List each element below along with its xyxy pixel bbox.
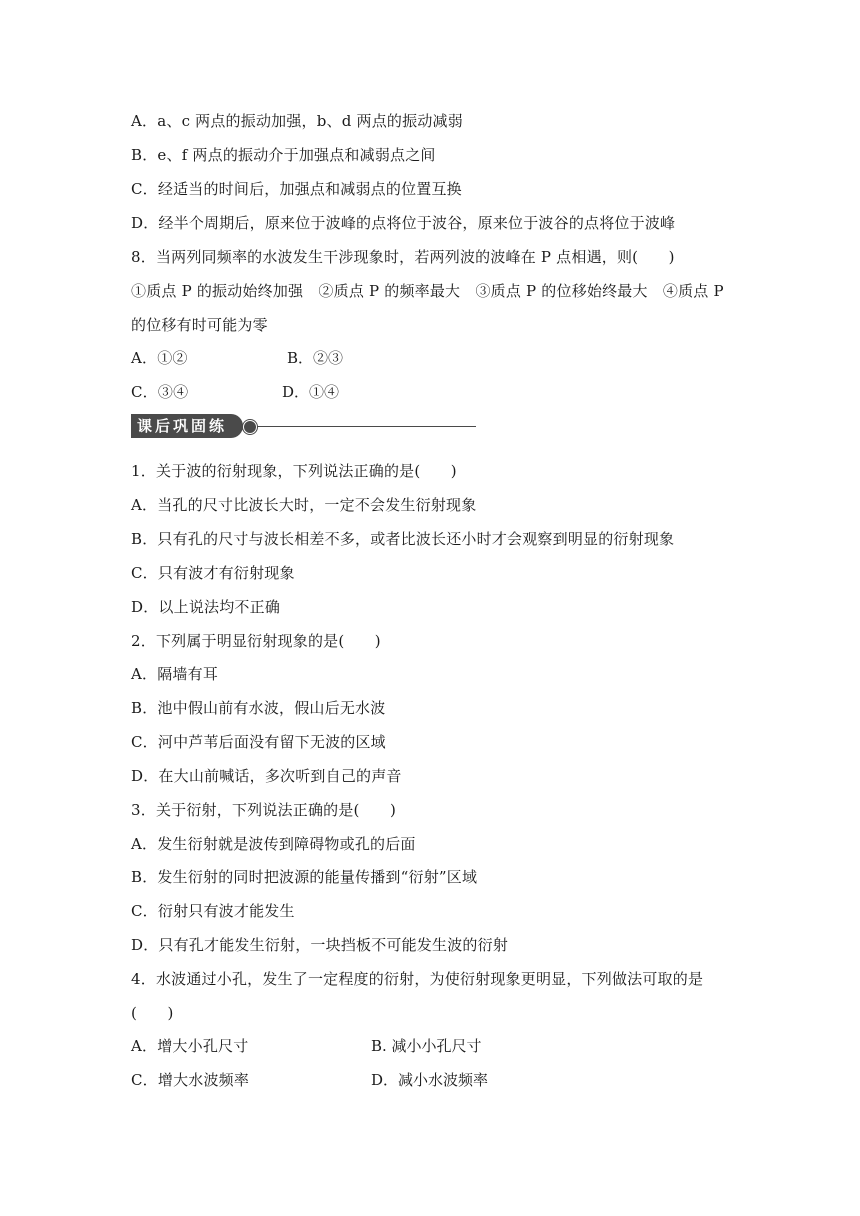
q8-statements-line2: 的位移有时可能为零	[131, 316, 268, 334]
practice-q4-option-a: A．增大小孔尺寸	[131, 1037, 249, 1055]
section-title: 课后巩固练	[131, 414, 243, 438]
q8-stem: 8．当两列同频率的水波发生干涉现象时，若两列波的波峰在 P 点相遇，则( )	[131, 248, 675, 266]
practice-q3-option-c: C．衍射只有波才能发生	[131, 902, 295, 920]
practice-q1-option-b: B．只有孔的尺寸与波长相差不多，或者比波长还小时才会观察到明显的衍射现象	[131, 530, 675, 548]
section-dot-icon	[243, 420, 257, 434]
practice-q2-option-d: D．在大山前喊话，多次听到自己的声音	[131, 767, 402, 785]
practice-q1-option-d: D．以上说法均不正确	[131, 598, 281, 616]
practice-q1-option-c: C．只有波才有衍射现象	[131, 564, 295, 582]
practice-q4-stem-line2: ( )	[131, 1004, 174, 1022]
q8-option-c: C．③④	[131, 383, 189, 401]
practice-q3-option-d: D．只有孔才能发生衍射，一块挡板不可能发生波的衍射	[131, 936, 509, 954]
q8-option-a: A．①②	[131, 349, 188, 367]
practice-q4-option-c: C．增大水波频率	[131, 1071, 250, 1089]
q8-option-b: B．②③	[287, 349, 344, 367]
practice-q3-option-a: A．发生衍射就是波传到障碍物或孔的后面	[131, 835, 416, 853]
practice-q4-option-d: D．减小水波频率	[371, 1071, 489, 1089]
practice-q1-stem: 1．关于波的衍射现象，下列说法正确的是( )	[131, 462, 457, 480]
practice-q2-stem: 2．下列属于明显衍射现象的是( )	[131, 632, 381, 650]
practice-q4-option-b: B. 减小小孔尺寸	[371, 1037, 482, 1055]
practice-q2-option-b: B．池中假山前有水波，假山后无水波	[131, 699, 386, 717]
practice-q3-stem: 3．关于衍射，下列说法正确的是( )	[131, 801, 397, 819]
section-header	[131, 414, 476, 438]
practice-q2-option-c: C．河中芦苇后面没有留下无波的区域	[131, 733, 386, 751]
q7-option-b: B．e、f 两点的振动介于加强点和减弱点之间	[131, 146, 436, 164]
q7-option-a: A．a、c 两点的振动加强，b、d 两点的振动减弱	[131, 112, 463, 130]
practice-q2-option-a: A．隔墙有耳	[131, 665, 219, 683]
q7-option-c: C．经适当的时间后，加强点和减弱点的位置互换	[131, 180, 462, 198]
q8-statements-line1: ①质点 P 的振动始终加强 ②质点 P 的频率最大 ③质点 P 的位移始终最大 ④质点 P	[131, 282, 724, 300]
q8-option-d: D．①④	[282, 383, 340, 401]
practice-q3-option-b: B．发生衍射的同时把波源的能量传播到“衍射”区域	[131, 868, 478, 886]
section-divider	[257, 426, 476, 427]
q7-option-d: D．经半个周期后，原来位于波峰的点将位于波谷，原来位于波谷的点将位于波峰	[131, 214, 676, 232]
practice-q4-stem-line1: 4．水波通过小孔，发生了一定程度的衍射，为使衍射现象更明显，下列做法可取的是	[131, 970, 704, 988]
practice-q1-option-a: A．当孔的尺寸比波长大时，一定不会发生衍射现象	[131, 496, 477, 514]
